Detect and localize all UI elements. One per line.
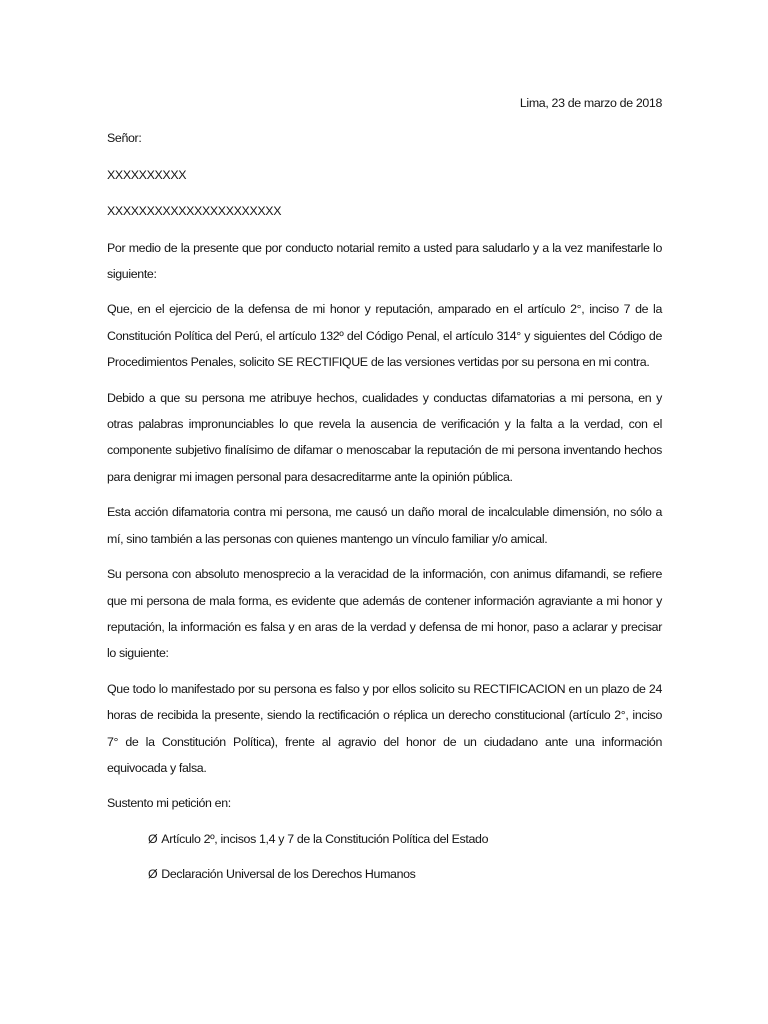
paragraph-accusations: Debido a que su persona me atribuye hechos, cualidades y conductas difamatorias a mi persona, en y otras palabras impronunciables lo que revela la ausencia de verificación y la falta a la verdad, con el componente subjetivo finalísimo de difamar o menoscabar la reputación de mi persona inventando hechos para denigrar mi imagen personal para desacreditarme ante la opinión pública. xyxy=(107,390,662,484)
support-list xyxy=(107,826,662,888)
paragraph-falsehood: Su persona con absoluto menosprecio a la veracidad de la información, con animus difamandi, se refiere que mi persona de mala forma, es evidente que además de contener información agraviante a mi honor y reputación, la información es falsa y en aras de la verdad y defensa de mi honor, paso a aclarar y precisar lo siguiente: xyxy=(107,567,662,661)
list-item xyxy=(107,826,662,852)
bullet-symbol: Ø xyxy=(148,867,158,882)
bullet-symbol: Ø xyxy=(148,831,158,846)
list-item-text: Declaración Universal de los Derechos Humanos xyxy=(161,867,416,882)
paragraph-damage: Esta acción difamatoria contra mi persona, me causó un daño moral de incalculable dimensión, no sólo a mí, sino también a las personas con quienes mantengo un vínculo familiar y/o amical. xyxy=(107,505,662,546)
recipient-name: XXXXXXXXXX xyxy=(107,167,187,182)
paragraph-intro: Por medio de la presente que por conducto notarial remito a usted para saludarlo y a la vez manifestarle lo siguiente: xyxy=(107,240,662,282)
letter-date: Lima, 23 de marzo de 2018 xyxy=(519,96,662,110)
letter-page xyxy=(107,90,662,897)
paragraph-support-intro: Sustento mi petición en: xyxy=(107,796,231,811)
recipient-detail: XXXXXXXXXXXXXXXXXXXXXX xyxy=(107,204,282,219)
list-item-text: Artículo 2º, incisos 1,4 y 7 de la Constitución Política del Estado xyxy=(161,831,489,846)
paragraph-rectification-request: Que todo lo manifestado por su persona es falso y por ellos solicito su RECTIFICACION en un plazo de 24 horas de recibida la presente, siendo la rectificación o réplica un derecho constitucional (artículo 2°, inciso 7° de la Constitución Política), frente al agravio del honor de un ciudadano ante una información equivocada y falsa. xyxy=(107,681,662,775)
salutation: Señor: xyxy=(107,131,142,146)
paragraph-legal-basis: Que, en el ejercicio de la defensa de mi honor y reputación, amparado en el artículo 2°, inciso 7 de la Constitución Política del Perú, el artículo 132º del Código Penal, el artículo 314° y siguientes del Código de Procedimientos Penales, solicito SE RECTIFIQUE de las versiones vertidas por su persona en mi contra. xyxy=(107,302,662,370)
list-item xyxy=(107,861,662,887)
